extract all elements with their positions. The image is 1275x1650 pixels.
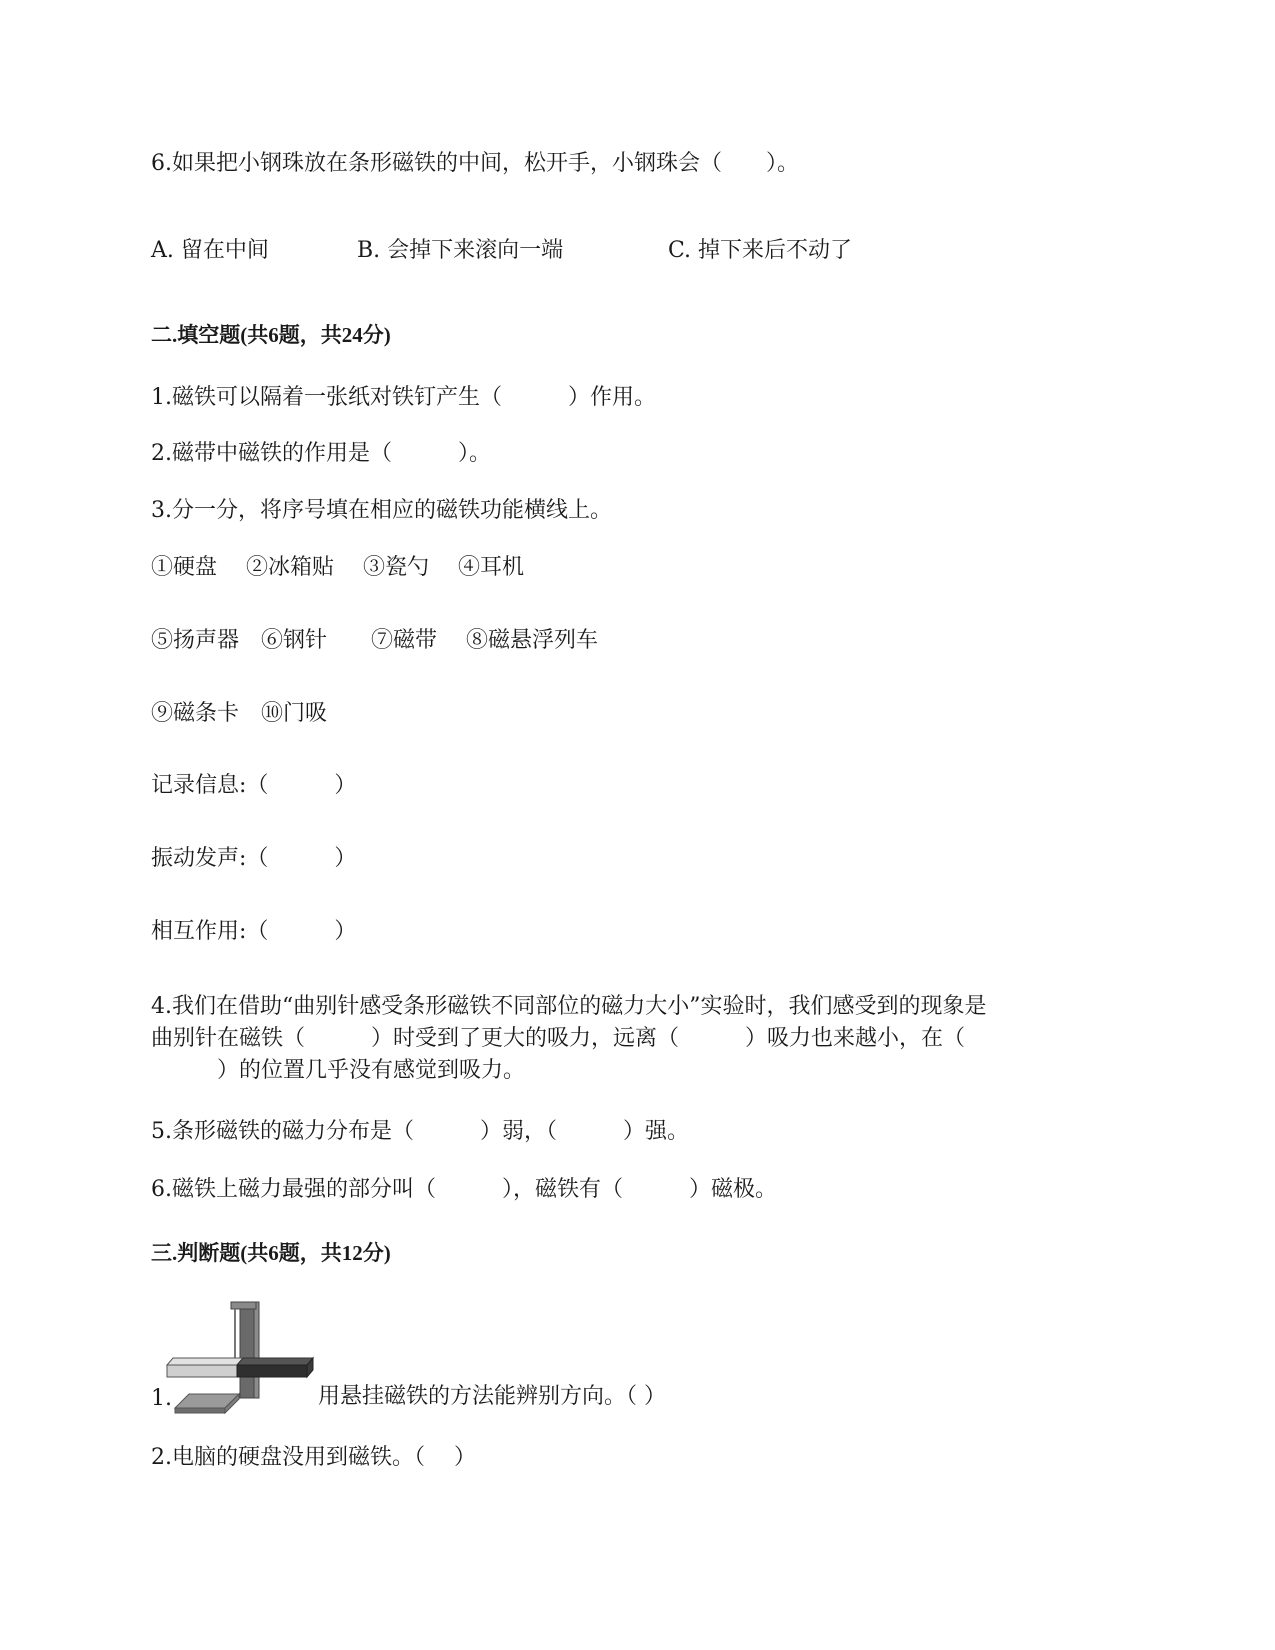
fill-question-3: 3.分一分，将序号填在相应的磁铁功能横线上。 <box>151 498 612 523</box>
judge-question-1-text: 用悬挂磁铁的方法能辨别方向。（ ） <box>318 1384 666 1409</box>
option-b: B. 会掉下来滚向一端 <box>357 238 564 263</box>
fill-question-4-line-1: 4.我们在借助“曲别针感受条形磁铁不同部位的磁力大小”实验时，我们感受到的现象是 <box>151 994 987 1019</box>
judge-question-2: 2.电脑的硬盘没用到磁铁。（ ） <box>151 1445 476 1470</box>
blank-record-info: 记录信息:（ ） <box>151 773 357 798</box>
judge-question-1-number: 1. <box>151 1386 172 1411</box>
item-row-2: ⑤扬声器 ⑥钢针 ⑦磁带 ⑧磁悬浮列车 <box>151 628 598 653</box>
suspended-magnet-figure <box>165 1300 317 1418</box>
fill-question-1: 1.磁铁可以隔着一张纸对铁钉产生（ ）作用。 <box>151 385 656 410</box>
fill-question-5: 5.条形磁铁的磁力分布是（ ）弱，（ ）强。 <box>151 1119 689 1144</box>
fill-question-6: 6.磁铁上磁力最强的部分叫（ ），磁铁有（ ）磁极。 <box>151 1177 777 1202</box>
option-a: A. 留在中间 <box>151 238 269 263</box>
item-row-3: ⑨磁条卡 ⑩门吸 <box>151 701 328 726</box>
fill-question-2: 2.磁带中磁铁的作用是（ ）。 <box>151 441 491 466</box>
section-3-title: 三.判断题(共6题，共12分) <box>151 1241 391 1265</box>
blank-interaction: 相互作用:（ ） <box>151 919 357 944</box>
fill-question-4-line-3: ）的位置几乎没有感觉到吸力。 <box>151 1058 526 1083</box>
option-c: C. 掉下来后不动了 <box>668 238 853 263</box>
item-row-1: ①硬盘 ②冰箱贴 ③瓷勺 ④耳机 <box>151 555 524 580</box>
section-2-title: 二.填空题(共6题，共24分) <box>151 323 391 347</box>
fill-question-4-line-2: 曲别针在磁铁（ ）时受到了更大的吸力，远离（ ）吸力也来越小，在（ <box>151 1026 966 1051</box>
blank-vibration-sound: 振动发声:（ ） <box>151 846 357 871</box>
question-6-stem: 6.如果把小钢珠放在条形磁铁的中间，松开手，小钢珠会（ ）。 <box>151 151 799 176</box>
